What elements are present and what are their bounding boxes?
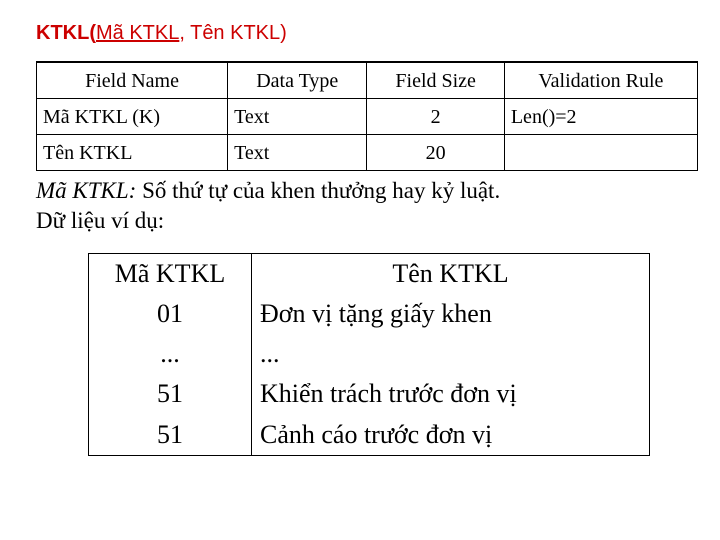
- header-field-size: Field Size: [367, 62, 504, 99]
- field-description: [36, 176, 500, 236]
- table-row: [89, 374, 650, 414]
- field-size-cell: 2: [367, 99, 504, 135]
- description-text: Số thứ tự của khen thưởng hay kỷ luật.: [136, 178, 501, 203]
- schema-table: [36, 61, 698, 171]
- title-rest: , Tên KTKL): [179, 22, 287, 44]
- field-name-cell: Mã KTKL (K): [37, 99, 228, 135]
- name-cell: Đơn vị tặng giấy khen: [260, 299, 492, 328]
- name-cell: ...: [260, 339, 280, 368]
- code-cell: ...: [89, 334, 252, 374]
- name-cell: Cảnh cáo trước đơn vị: [260, 419, 493, 449]
- title-primary-key: Mã KTKL: [95, 22, 180, 44]
- header-data-type: Data Type: [228, 62, 367, 99]
- data-type-cell: Text: [228, 99, 367, 135]
- header-name: Tên KTKL: [392, 259, 509, 288]
- header-validation-rule: Validation Rule: [504, 62, 697, 99]
- field-name-cell: Tên KTKL: [37, 135, 228, 171]
- description-field: Mã KTKL:: [36, 178, 137, 203]
- description-line-2: Dữ liệu ví dụ:: [36, 208, 165, 233]
- title-prefix: KTKL(: [36, 22, 96, 44]
- table-row: [89, 334, 650, 374]
- table-row: [89, 294, 650, 334]
- sample-data-table: [88, 253, 650, 456]
- description-line-1: [36, 176, 500, 206]
- validation-rule-cell: Len()=2: [504, 99, 697, 135]
- table-row: [89, 414, 650, 456]
- table-row: [37, 135, 698, 171]
- validation-rule-cell: [504, 135, 697, 171]
- header-code: Mã KTKL: [89, 254, 252, 295]
- name-cell: Khiển trách trước đơn vị: [260, 379, 517, 408]
- data-type-cell: Text: [228, 135, 367, 171]
- code-cell: 51: [89, 414, 252, 456]
- code-cell: 51: [89, 374, 252, 414]
- header-field-name: Field Name: [37, 62, 228, 99]
- table-row: [37, 99, 698, 135]
- code-cell: 01: [89, 294, 252, 334]
- schema-header-row: [37, 62, 698, 99]
- page-title: [36, 22, 287, 45]
- field-size-cell: 20: [367, 135, 504, 171]
- sample-header-row: [89, 254, 650, 295]
